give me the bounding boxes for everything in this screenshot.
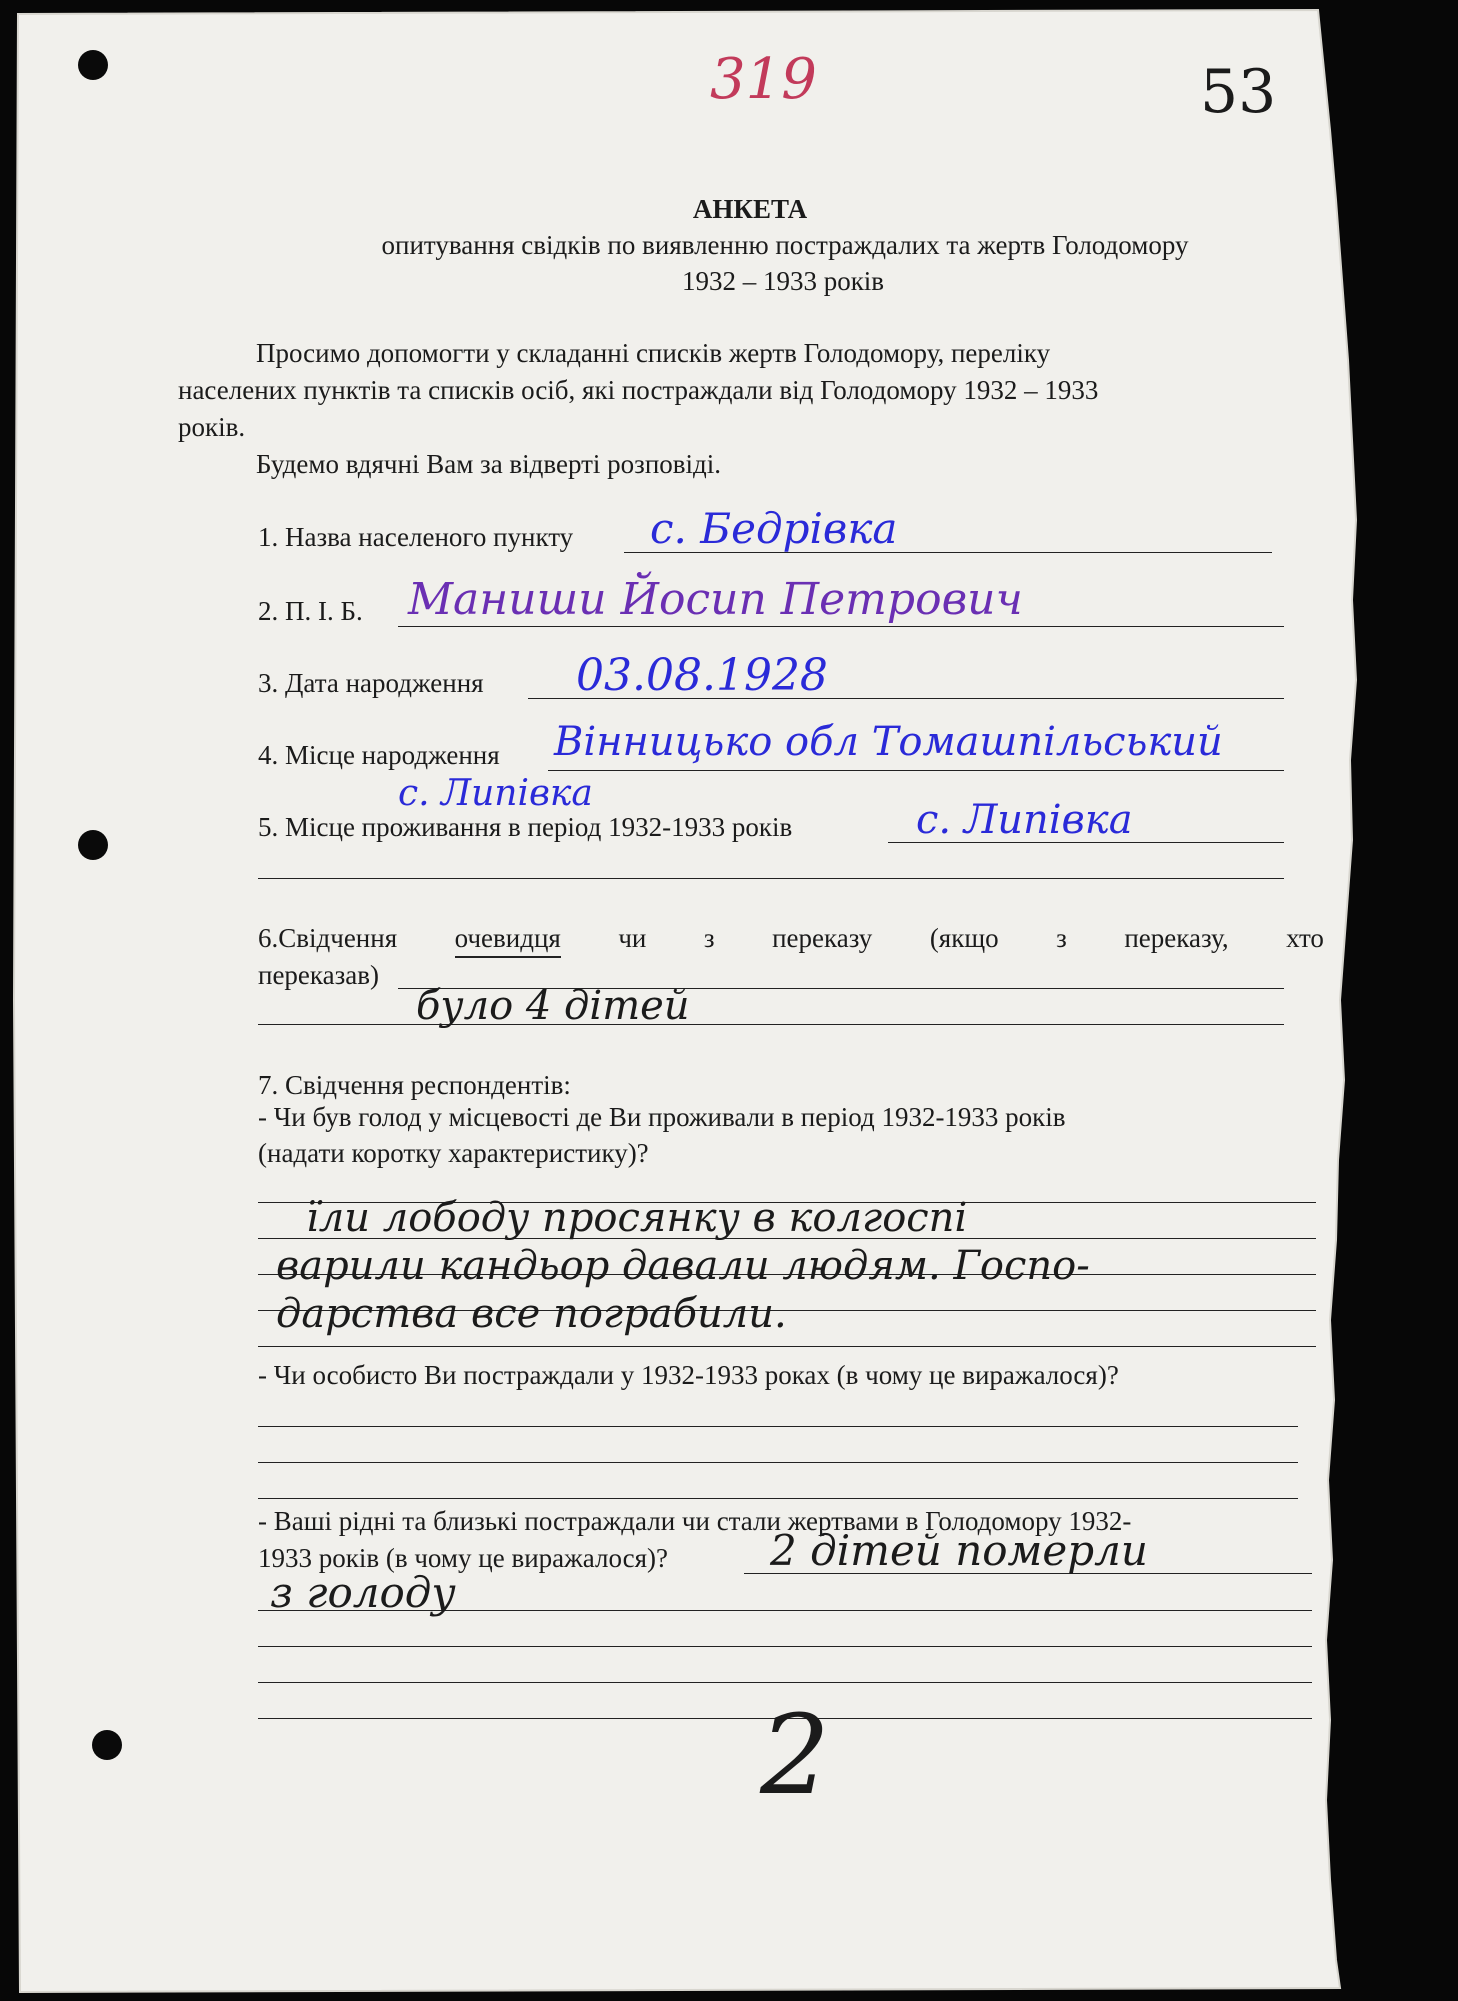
field-label-settlement: 1. Назва населеного пункту — [258, 522, 574, 552]
intro-paragraph: Просимо допомогти у складанні списків жертв Голодомору, переліку — [256, 338, 1051, 368]
form-title: АНКЕТА — [692, 194, 808, 224]
q7-label: 7. Свідчення респондентів: — [258, 1070, 571, 1100]
q6-word: з — [703, 923, 715, 953]
answer-full-name: Маниши Йосип Петрович — [408, 574, 1023, 625]
answer-line — [398, 626, 1284, 627]
answer-line — [258, 1462, 1298, 1463]
answer-testimony-source: було 4 дітей — [416, 983, 690, 1029]
answer-residence: с. Липівка — [916, 797, 1133, 843]
q7-sub2: - Чи особисто Ви постраждали у 1932-1933 роках (в чому це виражалося)? — [258, 1360, 1119, 1390]
answer-line — [258, 1498, 1298, 1499]
q7-sub3: - Ваші рідні та близькі постраждали чи стали жертвами в Голодомору 1932- — [258, 1506, 1132, 1536]
answer-line — [258, 1646, 1312, 1647]
answer-settlement: с. Бедрівка — [650, 504, 898, 553]
answer-relatives: 2 дітей померли — [770, 1526, 1148, 1575]
answer-birthplace: Вінницько обл Томашпільський — [554, 719, 1223, 765]
answer-birthplace-village: с. Липівка — [398, 773, 593, 814]
field-label-name: 2. П. І. Б. — [258, 596, 363, 626]
field-label-birth-date: 3. Дата народження — [258, 668, 484, 698]
answer-line — [258, 1426, 1298, 1427]
q7-sub1-cont: (надати коротку характеристику)? — [258, 1138, 649, 1168]
intro-paragraph: років. — [178, 412, 246, 442]
answer-famine-description: дарства все пограбили. — [276, 1291, 787, 1337]
q6-underlined-choice: очевидця — [455, 925, 561, 958]
q6-line2: переказав) — [258, 960, 379, 990]
answer-line — [258, 1024, 1284, 1025]
field-label-residence: 5. Місце проживання в період 1932-1933 років — [258, 812, 793, 842]
q7-sub1: - Чи був голод у місцевості де Ви проживали в період 1932-1933 років — [258, 1102, 1066, 1132]
punch-hole — [78, 830, 108, 860]
page-number: 53 — [1200, 57, 1277, 127]
q6-word: переказу, — [1124, 923, 1229, 953]
intro-paragraph: населених пунктів та списків осіб, які постраждали від Голодомору 1932 – 1933 — [178, 375, 1099, 405]
form-subtitle: опитування свідків по виявленню постраждалих та жертв Голодомору — [381, 230, 1189, 260]
q6-word: переказу — [772, 923, 873, 953]
answer-line — [548, 770, 1284, 771]
answer-line — [258, 878, 1284, 879]
q6-word: чи — [618, 923, 647, 953]
answer-line — [258, 1682, 1312, 1683]
punch-hole — [78, 50, 108, 80]
archive-number: 319 — [710, 47, 817, 112]
question-testimony-type — [258, 925, 1324, 958]
answer-birth-date: 03.08.1928 — [576, 650, 828, 701]
q6-word: з — [1056, 923, 1067, 953]
intro-thanks: Будемо вдячні Вам за відверті розповіді. — [256, 449, 722, 479]
form-subtitle-years: 1932 – 1933 років — [681, 266, 885, 296]
q6-word: 6.Свідчення — [258, 923, 398, 953]
answer-famine-description: їли лободу просянку в колгоспі — [306, 1195, 968, 1241]
q7-sub3-cont: 1933 років (в чому це виражалося)? — [258, 1543, 669, 1573]
answer-famine-description: варили кандьор давали людям. Госпо- — [276, 1243, 1090, 1289]
field-label-birthplace: 4. Місце народження — [258, 740, 500, 770]
punch-hole — [92, 1730, 122, 1760]
answer-relatives: з голоду — [270, 1568, 456, 1617]
bottom-page-number: 2 — [760, 1691, 830, 1819]
answer-line — [258, 1346, 1316, 1347]
q6-word: (якщо — [929, 923, 999, 953]
q6-word: хто — [1286, 923, 1324, 953]
